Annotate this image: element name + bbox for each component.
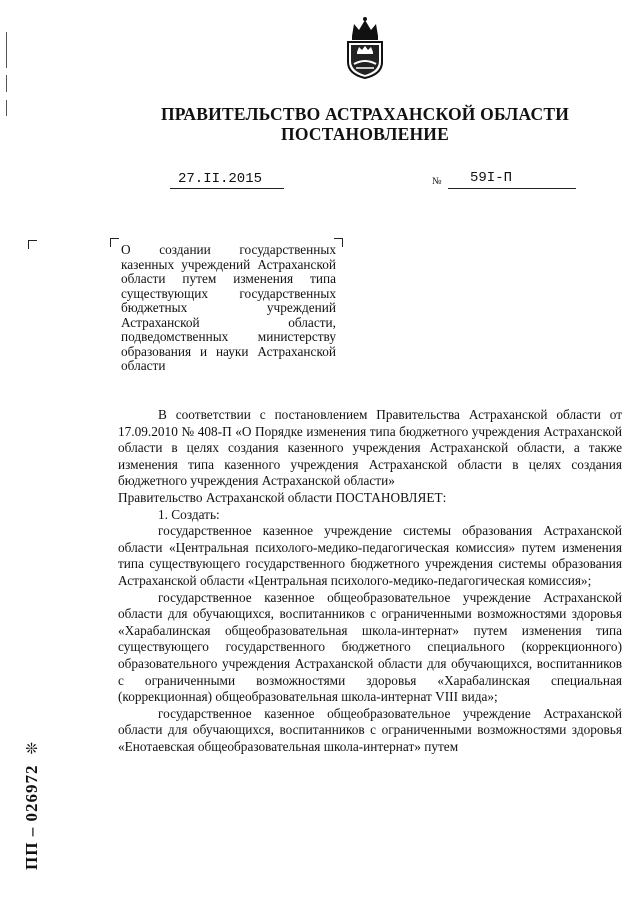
subject-corner-left-mark — [110, 238, 119, 247]
stamp-number: ПП – 026972 — [22, 764, 41, 870]
date-underline — [170, 188, 284, 189]
resolution-line: Правительство Астраханской области ПОСТАНОВЛЯЕТ: — [118, 489, 447, 505]
org-title: ПРАВИТЕЛЬСТВО АСТРАХАНСКОЙ ОБЛАСТИ — [160, 104, 570, 124]
number-label: № — [432, 176, 442, 187]
doc-number: 59I-П — [470, 170, 513, 186]
stamp-ornament-icon: ❊ — [25, 740, 41, 755]
number-underline — [448, 188, 576, 189]
registration-stamp — [22, 670, 46, 870]
clause-paragraph: государственное казенное общеобразовательное учреждение Астраханской области для обучающихся, воспитанников с ограниченными возможностями здоровья «Енотаевская общеобразовательная школа-интернат» путем — [118, 705, 622, 754]
clause-paragraph: государственное казенное общеобразовательное учреждение Астраханской области для обучающихся, воспитанников с ограниченными возможностями здоровья «Харабалинская общеобразовательная школа-интернат» путем изменения типа существующего государственного бюджетного специального (коррекционного) образовательного учреждения Астраханской области для обучающихся, воспитанников с ограниченными возможностями здоровья «Харабалинская специальная (коррекционная) общеобразовательная школа-интернат VIII вида»; — [118, 589, 622, 705]
doc-type-title: ПОСТАНОВЛЕНИЕ — [281, 124, 449, 144]
page-edge-mark — [6, 32, 7, 68]
clause-1-heading: 1. Создать: — [158, 506, 220, 522]
margin-corner-mark — [28, 240, 37, 249]
doc-body — [118, 407, 622, 755]
doc-date: 27.II.2015 — [178, 171, 263, 187]
preamble-paragraph: В соответствии с постановлением Правительства Астраханской области от 17.09.2010 № 408-П «О Порядке изменения типа бюджетного учреждения Астраханской области в целях создания казенного учреждения Астраханской области, а также изменения типа казенного учреждения Астраханской области в целях создания бюджетного учреждения Астраханской области» — [118, 407, 622, 489]
coat-of-arms-emblem — [340, 14, 390, 80]
clause-paragraph: государственное казенное учреждение системы образования Астраханской области «Центральная психолого-медико-педагогическая комиссия» путем изменения типа существующего государственного бюджетного учреждения системы образования Астраханской области «Центральная психолого-медико-педагогическая комиссия»; — [118, 523, 622, 588]
page-edge-mark — [6, 75, 7, 92]
doc-subject: О создании государственных казенных учреждений Астраханской области путем изменения типа существующих государственных бюджетных учреждений Астраханской области, подведомственных министерству образования и науки Астраханской области — [121, 242, 336, 373]
